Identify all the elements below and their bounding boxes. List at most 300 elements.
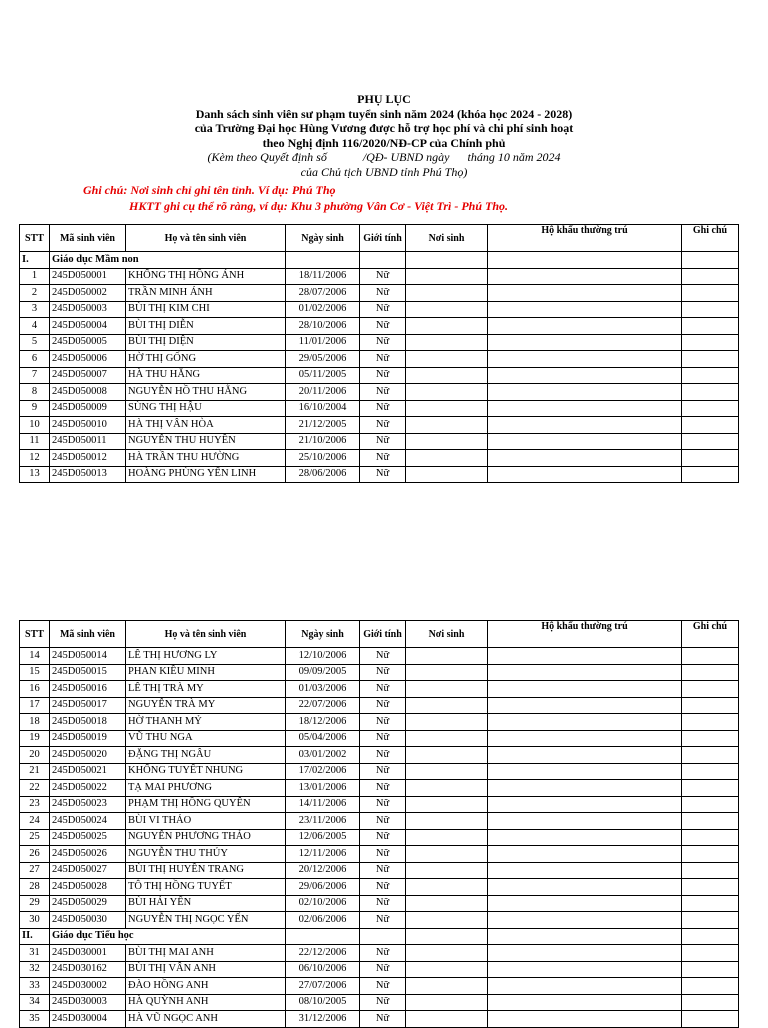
cell-birthplace xyxy=(406,301,488,318)
table-row xyxy=(20,730,739,747)
cell-gender: Nữ xyxy=(360,268,406,285)
cell-name: NGUYỄN THU HUYỀN xyxy=(126,433,286,450)
cell-name: NGUYỄN HỒ THU HẰNG xyxy=(126,384,286,401)
cell-residence xyxy=(488,895,682,912)
cell-student-id: 245D050015 xyxy=(50,664,126,681)
cell-birthplace xyxy=(406,268,488,285)
cell-name: NGUYỄN PHƯƠNG THẢO xyxy=(126,829,286,846)
cell-birthplace xyxy=(406,285,488,302)
col-header-dob: Ngày sinh xyxy=(286,225,360,252)
cell-residence xyxy=(488,994,682,1011)
cell-student-id: 245D050022 xyxy=(50,780,126,797)
cell-dob: 31/12/2006 xyxy=(286,1011,360,1028)
cell-notes xyxy=(682,466,739,483)
cell-stt: 21 xyxy=(20,763,50,780)
cell-stt: 13 xyxy=(20,466,50,483)
cell-gender: Nữ xyxy=(360,367,406,384)
cell-stt: 14 xyxy=(20,648,50,665)
col-header-birthplace: Nơi sinh xyxy=(406,225,488,252)
cell-name: VŨ THU NGA xyxy=(126,730,286,747)
cell-notes xyxy=(682,367,739,384)
table-row xyxy=(20,351,739,368)
cell-residence xyxy=(488,351,682,368)
cell-gender: Nữ xyxy=(360,879,406,896)
cell-notes xyxy=(682,285,739,302)
cell-stt: 17 xyxy=(20,697,50,714)
cell-residence xyxy=(488,664,682,681)
col-header-residence: Hộ khẩu thường trú xyxy=(488,621,682,648)
cell-residence xyxy=(488,252,682,269)
cell-stt: 35 xyxy=(20,1011,50,1028)
cell-name: BÙI HẢI YẾN xyxy=(126,895,286,912)
cell-dob: 18/11/2006 xyxy=(286,268,360,285)
col-header-gender: Giới tính xyxy=(360,225,406,252)
cell-student-id: 245D050001 xyxy=(50,268,126,285)
cell-stt: 25 xyxy=(20,829,50,846)
cell-birthplace xyxy=(406,796,488,813)
table-row xyxy=(20,301,739,318)
cell-student-id: 245D050028 xyxy=(50,879,126,896)
col-header-gender: Giới tính xyxy=(360,621,406,648)
cell-residence xyxy=(488,730,682,747)
cell-student-id: 245D050007 xyxy=(50,367,126,384)
cell-name: NGUYỄN TRÀ MY xyxy=(126,697,286,714)
cell-notes xyxy=(682,351,739,368)
cell-gender: Nữ xyxy=(360,945,406,962)
cell-student-id: 245D050021 xyxy=(50,763,126,780)
cell-notes xyxy=(682,318,739,335)
cell-gender: Nữ xyxy=(360,796,406,813)
section-row xyxy=(20,928,739,945)
cell-residence xyxy=(488,714,682,731)
cell-residence xyxy=(488,334,682,351)
cell-birthplace xyxy=(406,747,488,764)
cell-dob: 25/10/2006 xyxy=(286,450,360,467)
table-row xyxy=(20,268,739,285)
cell-name: NGUYỄN THU THỦY xyxy=(126,846,286,863)
cell-stt: 11 xyxy=(20,433,50,450)
cell-dob: 01/02/2006 xyxy=(286,301,360,318)
cell-gender xyxy=(360,928,406,945)
cell-birthplace xyxy=(406,714,488,731)
cell-birthplace xyxy=(406,450,488,467)
cell-residence xyxy=(488,681,682,698)
cell-residence xyxy=(488,796,682,813)
cell-birthplace xyxy=(406,961,488,978)
cell-birthplace xyxy=(406,978,488,995)
cell-birthplace xyxy=(406,351,488,368)
doc-subtitle-1: Danh sách sinh viên sư phạm tuyển sinh năm 2024 (khóa học 2024 - 2028) xyxy=(195,106,573,121)
table-row xyxy=(20,829,739,846)
cell-notes xyxy=(682,714,739,731)
table-row xyxy=(20,747,739,764)
cell-residence xyxy=(488,400,682,417)
cell-birthplace xyxy=(406,664,488,681)
cell-gender: Nữ xyxy=(360,846,406,863)
table-row xyxy=(20,994,739,1011)
cell-notes xyxy=(682,994,739,1011)
cell-student-id: 245D030162 xyxy=(50,961,126,978)
cell-student-id: 245D050003 xyxy=(50,301,126,318)
cell-gender: Nữ xyxy=(360,1011,406,1028)
table-row xyxy=(20,450,739,467)
cell-birthplace xyxy=(406,945,488,962)
cell-gender: Nữ xyxy=(360,285,406,302)
cell-notes xyxy=(682,796,739,813)
table-row xyxy=(20,681,739,698)
cell-student-id: 245D030002 xyxy=(50,978,126,995)
cell-student-id: 245D050004 xyxy=(50,318,126,335)
cell-dob: 13/01/2006 xyxy=(286,780,360,797)
cell-residence xyxy=(488,862,682,879)
cell-residence xyxy=(488,417,682,434)
col-header-notes: Ghi chú xyxy=(682,225,739,252)
table-row xyxy=(20,648,739,665)
cell-stt: 29 xyxy=(20,895,50,912)
table-row xyxy=(20,846,739,863)
cell-stt: 27 xyxy=(20,862,50,879)
table-row xyxy=(20,961,739,978)
cell-gender: Nữ xyxy=(360,301,406,318)
cell-birthplace xyxy=(406,994,488,1011)
cell-birthplace xyxy=(406,252,488,269)
cell-gender: Nữ xyxy=(360,895,406,912)
cell-birthplace xyxy=(406,367,488,384)
table-row xyxy=(20,714,739,731)
cell-name: BÙI VI THẢO xyxy=(126,813,286,830)
cell-birthplace xyxy=(406,862,488,879)
cell-stt: 22 xyxy=(20,780,50,797)
cell-notes xyxy=(682,730,739,747)
cell-birthplace xyxy=(406,417,488,434)
cell-name: ĐÀO HỒNG ANH xyxy=(126,978,286,995)
cell-student-id: 245D050011 xyxy=(50,433,126,450)
cell-gender: Nữ xyxy=(360,813,406,830)
cell-residence xyxy=(488,846,682,863)
cell-gender: Nữ xyxy=(360,384,406,401)
cell-notes xyxy=(682,334,739,351)
cell-student-id: 245D050009 xyxy=(50,400,126,417)
cell-notes xyxy=(682,697,739,714)
cell-stt: 3 xyxy=(20,301,50,318)
cell-student-id: 245D050002 xyxy=(50,285,126,302)
cell-dob: 02/10/2006 xyxy=(286,895,360,912)
cell-residence xyxy=(488,318,682,335)
cell-stt: 23 xyxy=(20,796,50,813)
cell-dob: 05/04/2006 xyxy=(286,730,360,747)
cell-gender: Nữ xyxy=(360,466,406,483)
cell-notes xyxy=(682,879,739,896)
cell-student-id: 245D050027 xyxy=(50,862,126,879)
cell-gender: Nữ xyxy=(360,450,406,467)
cell-notes xyxy=(682,450,739,467)
cell-gender xyxy=(360,252,406,269)
cell-gender: Nữ xyxy=(360,648,406,665)
table-row xyxy=(20,285,739,302)
student-table-1 xyxy=(19,224,739,483)
cell-stt: 15 xyxy=(20,664,50,681)
cell-notes xyxy=(682,417,739,434)
cell-birthplace xyxy=(406,334,488,351)
cell-dob: 03/01/2002 xyxy=(286,747,360,764)
cell-notes xyxy=(682,681,739,698)
cell-name: HÀ THỊ VÂN HÒA xyxy=(126,417,286,434)
cell-gender: Nữ xyxy=(360,994,406,1011)
cell-stt: 34 xyxy=(20,994,50,1011)
cell-dob: 21/12/2005 xyxy=(286,417,360,434)
doc-subtitle-3: theo Nghị định 116/2020/NĐ-CP của Chính phủ xyxy=(262,135,506,150)
cell-birthplace xyxy=(406,928,488,945)
cell-student-id: 245D030003 xyxy=(50,994,126,1011)
cell-notes xyxy=(682,268,739,285)
cell-dob xyxy=(286,928,360,945)
col-header-residence: Hộ khẩu thường trú xyxy=(488,225,682,252)
cell-name: HÀ TRẦN THU HƯỜNG xyxy=(126,450,286,467)
cell-residence xyxy=(488,928,682,945)
doc-authority: của Chủ tịch UBND tỉnh Phú Thọ) xyxy=(300,164,468,179)
cell-stt: 33 xyxy=(20,978,50,995)
cell-gender: Nữ xyxy=(360,763,406,780)
cell-residence xyxy=(488,384,682,401)
cell-stt: 12 xyxy=(20,450,50,467)
cell-name: BÙI THỊ MAI ANH xyxy=(126,945,286,962)
table-row xyxy=(20,664,739,681)
cell-stt: 26 xyxy=(20,846,50,863)
cell-dob: 18/12/2006 xyxy=(286,714,360,731)
cell-notes xyxy=(682,912,739,929)
cell-notes xyxy=(682,862,739,879)
cell-notes xyxy=(682,978,739,995)
cell-stt: 32 xyxy=(20,961,50,978)
cell-name: TÔ THỊ HỒNG TUYẾT xyxy=(126,879,286,896)
cell-birthplace xyxy=(406,813,488,830)
cell-student-id: 245D050030 xyxy=(50,912,126,929)
doc-title: PHỤ LỤC xyxy=(357,92,411,106)
cell-dob: 16/10/2004 xyxy=(286,400,360,417)
cell-gender: Nữ xyxy=(360,697,406,714)
section-number: II. xyxy=(20,928,50,945)
cell-gender: Nữ xyxy=(360,714,406,731)
cell-name: BÙI THỊ HUYỀN TRANG xyxy=(126,862,286,879)
cell-residence xyxy=(488,648,682,665)
cell-residence xyxy=(488,879,682,896)
table-row xyxy=(20,367,739,384)
cell-name: HỜ THANH MỶ xyxy=(126,714,286,731)
cell-notes xyxy=(682,747,739,764)
cell-name: BÙI THỊ KIM CHI xyxy=(126,301,286,318)
doc-decision-ref: (Kèm theo Quyết định số /QĐ- UBND ngày tháng 10 năm 2024 xyxy=(207,150,561,164)
col-header-student-id: Mã sinh viên xyxy=(50,225,126,252)
cell-birthplace xyxy=(406,648,488,665)
cell-gender: Nữ xyxy=(360,334,406,351)
cell-gender: Nữ xyxy=(360,318,406,335)
cell-student-id: 245D050020 xyxy=(50,747,126,764)
cell-name: NGUYỄN THỊ NGỌC YẾN xyxy=(126,912,286,929)
cell-residence xyxy=(488,697,682,714)
cell-residence xyxy=(488,301,682,318)
cell-name: HỜ THỊ GỐNG xyxy=(126,351,286,368)
cell-dob: 01/03/2006 xyxy=(286,681,360,698)
cell-birthplace xyxy=(406,780,488,797)
cell-dob xyxy=(286,252,360,269)
cell-gender: Nữ xyxy=(360,912,406,929)
cell-dob: 09/09/2005 xyxy=(286,664,360,681)
cell-stt: 24 xyxy=(20,813,50,830)
cell-dob: 20/12/2006 xyxy=(286,862,360,879)
cell-dob: 20/11/2006 xyxy=(286,384,360,401)
col-header-birthplace: Nơi sinh xyxy=(406,621,488,648)
cell-stt: 30 xyxy=(20,912,50,929)
cell-stt: 4 xyxy=(20,318,50,335)
cell-birthplace xyxy=(406,318,488,335)
table-row xyxy=(20,318,739,335)
section-label: Giáo dục Tiểu học xyxy=(50,928,286,945)
cell-birthplace xyxy=(406,912,488,929)
cell-name: TẠ MAI PHƯƠNG xyxy=(126,780,286,797)
cell-gender: Nữ xyxy=(360,961,406,978)
cell-dob: 28/06/2006 xyxy=(286,466,360,483)
cell-dob: 08/10/2005 xyxy=(286,994,360,1011)
cell-residence xyxy=(488,780,682,797)
col-header-stt: STT xyxy=(20,621,50,648)
cell-student-id: 245D050026 xyxy=(50,846,126,863)
cell-notes xyxy=(682,846,739,863)
cell-gender: Nữ xyxy=(360,862,406,879)
cell-student-id: 245D050012 xyxy=(50,450,126,467)
student-table-2 xyxy=(19,620,739,1028)
cell-dob: 06/10/2006 xyxy=(286,961,360,978)
cell-stt: 16 xyxy=(20,681,50,698)
cell-residence xyxy=(488,268,682,285)
cell-residence xyxy=(488,978,682,995)
cell-dob: 14/11/2006 xyxy=(286,796,360,813)
note-residence: HKTT ghi cụ thể rõ ràng, ví dụ: Khu 3 phường Vân Cơ - Việt Trì - Phú Thọ. xyxy=(129,199,509,213)
cell-gender: Nữ xyxy=(360,730,406,747)
table-row xyxy=(20,895,739,912)
cell-student-id: 245D050013 xyxy=(50,466,126,483)
cell-notes xyxy=(682,1011,739,1028)
cell-stt: 10 xyxy=(20,417,50,434)
cell-name: TRẦN MINH ÁNH xyxy=(126,285,286,302)
cell-birthplace xyxy=(406,763,488,780)
cell-birthplace xyxy=(406,466,488,483)
cell-residence xyxy=(488,367,682,384)
cell-gender: Nữ xyxy=(360,351,406,368)
cell-student-id: 245D050010 xyxy=(50,417,126,434)
cell-dob: 21/10/2006 xyxy=(286,433,360,450)
cell-birthplace xyxy=(406,433,488,450)
col-header-name: Họ và tên sinh viên xyxy=(126,225,286,252)
table-header-row xyxy=(20,621,739,648)
cell-name: KHỔNG THỊ HỒNG ÁNH xyxy=(126,268,286,285)
cell-name: BÙI THỊ VÂN ANH xyxy=(126,961,286,978)
cell-notes xyxy=(682,433,739,450)
cell-name: KHỔNG TUYẾT NHUNG xyxy=(126,763,286,780)
table-row xyxy=(20,796,739,813)
cell-birthplace xyxy=(406,400,488,417)
table-row xyxy=(20,912,739,929)
cell-notes xyxy=(682,780,739,797)
cell-birthplace xyxy=(406,384,488,401)
doc-subtitle-2: của Trường Đại học Hùng Vương được hỗ trợ học phí và chi phí sinh hoạt xyxy=(194,121,574,135)
cell-birthplace xyxy=(406,895,488,912)
cell-dob: 12/11/2006 xyxy=(286,846,360,863)
cell-notes xyxy=(682,928,739,945)
cell-dob: 28/07/2006 xyxy=(286,285,360,302)
cell-name: HÀ VŨ NGỌC ANH xyxy=(126,1011,286,1028)
cell-student-id: 245D050019 xyxy=(50,730,126,747)
table-row xyxy=(20,466,739,483)
table-row xyxy=(20,862,739,879)
cell-stt: 20 xyxy=(20,747,50,764)
cell-stt: 6 xyxy=(20,351,50,368)
cell-student-id: 245D050029 xyxy=(50,895,126,912)
cell-notes xyxy=(682,400,739,417)
cell-gender: Nữ xyxy=(360,664,406,681)
cell-notes xyxy=(682,829,739,846)
cell-residence xyxy=(488,285,682,302)
cell-student-id: 245D050014 xyxy=(50,648,126,665)
table-row xyxy=(20,780,739,797)
table-row xyxy=(20,978,739,995)
table-row xyxy=(20,813,739,830)
section-number: I. xyxy=(20,252,50,269)
cell-gender: Nữ xyxy=(360,780,406,797)
cell-notes xyxy=(682,301,739,318)
col-header-name: Họ và tên sinh viên xyxy=(126,621,286,648)
table-row xyxy=(20,433,739,450)
cell-notes xyxy=(682,384,739,401)
cell-student-id: 245D050025 xyxy=(50,829,126,846)
cell-gender: Nữ xyxy=(360,747,406,764)
cell-stt: 5 xyxy=(20,334,50,351)
cell-stt: 1 xyxy=(20,268,50,285)
cell-name: PHAN KIỀU MINH xyxy=(126,664,286,681)
cell-residence xyxy=(488,450,682,467)
cell-residence xyxy=(488,945,682,962)
cell-residence xyxy=(488,747,682,764)
cell-stt: 31 xyxy=(20,945,50,962)
cell-student-id: 245D050023 xyxy=(50,796,126,813)
cell-notes xyxy=(682,664,739,681)
cell-dob: 23/11/2006 xyxy=(286,813,360,830)
cell-dob: 22/12/2006 xyxy=(286,945,360,962)
cell-notes xyxy=(682,961,739,978)
cell-birthplace xyxy=(406,829,488,846)
cell-student-id: 245D050017 xyxy=(50,697,126,714)
cell-notes xyxy=(682,252,739,269)
cell-birthplace xyxy=(406,846,488,863)
cell-dob: 12/06/2005 xyxy=(286,829,360,846)
cell-birthplace xyxy=(406,1011,488,1028)
cell-gender: Nữ xyxy=(360,978,406,995)
cell-student-id: 245D050018 xyxy=(50,714,126,731)
cell-dob: 27/07/2006 xyxy=(286,978,360,995)
section-label: Giáo dục Mầm non xyxy=(50,252,286,269)
cell-residence xyxy=(488,763,682,780)
cell-student-id: 245D050016 xyxy=(50,681,126,698)
cell-student-id: 245D030001 xyxy=(50,945,126,962)
cell-gender: Nữ xyxy=(360,829,406,846)
table-row xyxy=(20,1011,739,1028)
cell-residence xyxy=(488,829,682,846)
cell-name: PHẠM THỊ HỒNG QUYÊN xyxy=(126,796,286,813)
cell-gender: Nữ xyxy=(360,681,406,698)
cell-residence xyxy=(488,912,682,929)
table-row xyxy=(20,763,739,780)
cell-name: HÀ QUỲNH ANH xyxy=(126,994,286,1011)
cell-notes xyxy=(682,945,739,962)
